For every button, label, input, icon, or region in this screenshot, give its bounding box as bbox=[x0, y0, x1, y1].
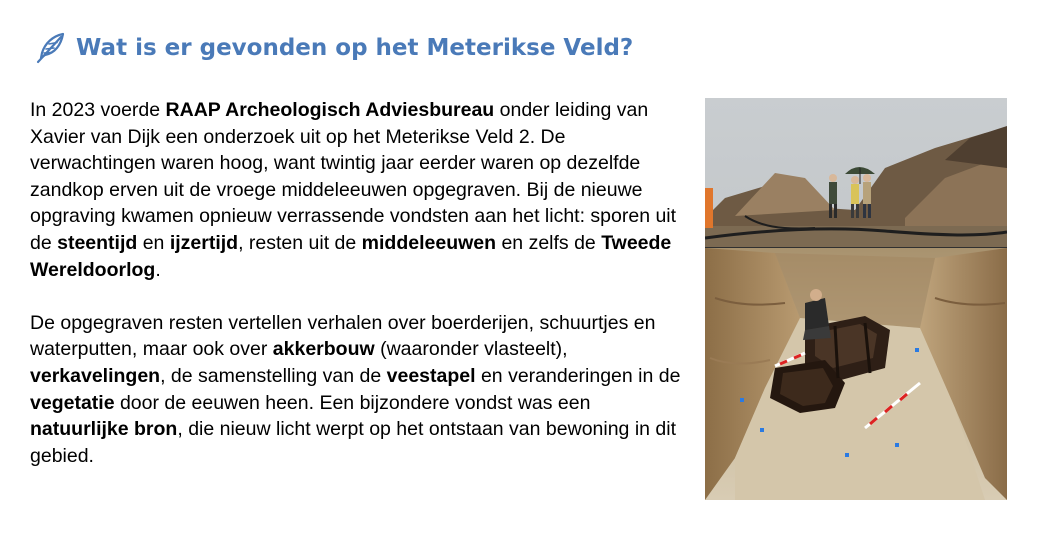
paragraph-2-text-1: De opgegraven resten vertellen verhalen over boerderijen, schuurtjes en waterputten, maar ook over bbox=[30, 311, 656, 361]
body-text bbox=[30, 97, 690, 469]
paragraph-1-text-2: onder leiding van Xavier van Dijk een onderzoek uit op het Meterikse Veld 2. De verwachtingen waren hoog, want twintig jaar eerder waren op dezelfde zandkop erven uit de vroege middeleeuwen opgegraven. Bij de nieuwe opgraving kwamen opnieuw verrassende vondsten aan het licht: sporen uit de bbox=[30, 99, 677, 254]
paragraph-2-text-3: , de samenstelling van de bbox=[160, 364, 387, 387]
feather-icon bbox=[34, 31, 68, 65]
paragraph-2-text-5: door de eeuwen heen. Een bijzondere vondst was een bbox=[114, 391, 591, 414]
bold-steentijd: steentijd bbox=[57, 231, 138, 254]
paragraph-1-text-5: en zelfs de bbox=[496, 231, 602, 254]
paragraph-1-text-6: . bbox=[155, 258, 161, 281]
paragraph-2 bbox=[30, 310, 690, 470]
paragraph-1-text-1: In 2023 voerde bbox=[30, 99, 166, 121]
page-title: Wat is er gevonden op het Meterikse Veld? bbox=[76, 35, 634, 61]
paragraph-2-text-4: en veranderingen in de bbox=[475, 364, 681, 387]
bold-vegetatie: vegetatie bbox=[30, 391, 115, 414]
paragraph-1-text-4: , resten uit de bbox=[238, 231, 362, 254]
bold-akkerbouw: akkerbouw bbox=[272, 338, 375, 361]
excavation-photo bbox=[705, 98, 1007, 500]
header bbox=[34, 28, 633, 68]
paragraph-2-text-2: (waaronder vlasteelt), bbox=[374, 338, 568, 361]
bold-middeleeuwen: middeleeuwen bbox=[361, 231, 497, 254]
bold-tweede-wereldoorlog: Tweede Wereldoorlog bbox=[30, 231, 672, 281]
bold-ijzertijd: ijzertijd bbox=[169, 231, 239, 254]
paragraph-1-text-3: en bbox=[137, 231, 170, 254]
excavation-photo-illustration bbox=[705, 98, 1007, 500]
bold-raap: RAAP Archeologisch Adviesbureau bbox=[165, 99, 495, 121]
bold-natuurlijke-bron: natuurlijke bron bbox=[30, 418, 178, 441]
paragraph-2-text-6: , die nieuw licht werpt op het ontstaan van bewoning in dit gebied. bbox=[30, 418, 677, 467]
paragraph-1 bbox=[30, 97, 690, 283]
bold-veestapel: veestapel bbox=[386, 364, 476, 387]
bold-verkavelingen: verkavelingen bbox=[30, 364, 161, 387]
